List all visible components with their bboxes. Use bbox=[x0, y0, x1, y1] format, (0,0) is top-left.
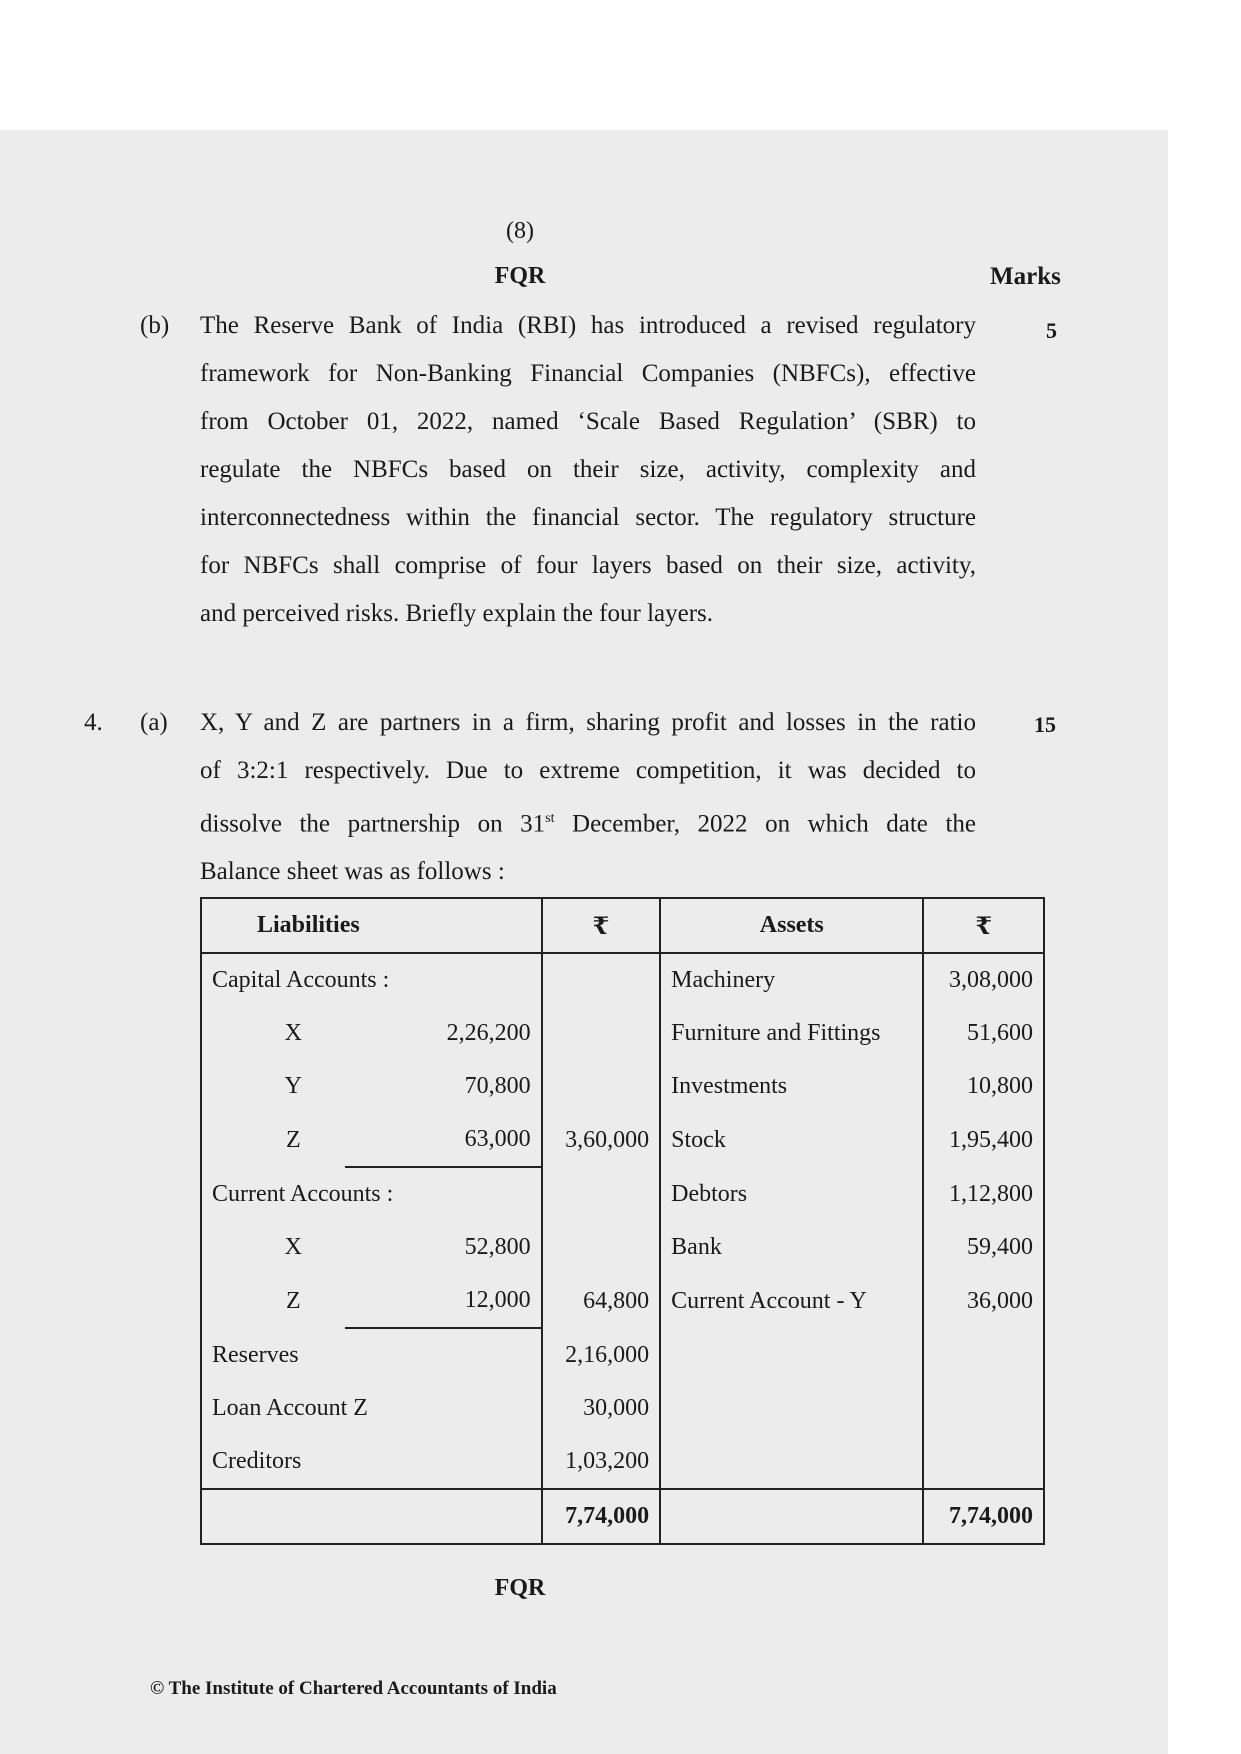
current-accounts-label: Current Accounts : bbox=[212, 1181, 394, 1207]
asset-name: Bank bbox=[660, 1221, 923, 1274]
asset-amount: 59,400 bbox=[923, 1221, 1044, 1274]
asset-amount: 36,000 bbox=[923, 1274, 1044, 1328]
asset-amount: 51,600 bbox=[923, 1007, 1044, 1060]
total-row bbox=[201, 1489, 1044, 1544]
question-4a-line: of 3:2:1 respectively. Due to extreme competition, it was decided to bbox=[200, 757, 976, 784]
current-total: 64,800 bbox=[542, 1274, 661, 1328]
table-row bbox=[201, 1382, 1044, 1435]
table-row bbox=[201, 1221, 1044, 1274]
question-b-label: (b) bbox=[140, 312, 170, 339]
total-liabilities: 7,74,000 bbox=[542, 1489, 661, 1544]
liability-amount: 30,000 bbox=[542, 1382, 661, 1435]
asset-name: Debtors bbox=[660, 1167, 923, 1221]
capital-amount: 2,26,200 bbox=[446, 1020, 531, 1046]
partner-name: Z bbox=[286, 1126, 301, 1153]
capital-amount: 63,000 bbox=[345, 1113, 542, 1167]
liabilities-heading: Liabilities bbox=[201, 898, 542, 953]
question-4a-marks: 15 bbox=[1034, 712, 1056, 737]
question-4a-line bbox=[200, 795, 976, 848]
question-b-line: interconnectedness within the financial sector. The regulatory structure bbox=[200, 504, 976, 531]
liability-name: Loan Account Z bbox=[212, 1395, 368, 1421]
question-b-marks: 5 bbox=[1046, 318, 1057, 343]
current-amount: 52,800 bbox=[464, 1234, 531, 1260]
current-amount: 12,000 bbox=[345, 1274, 542, 1328]
question-b-line: and perceived risks. Briefly explain the four layers. bbox=[200, 600, 714, 627]
partner-name: Z bbox=[286, 1287, 301, 1314]
copyright-notice: © The Institute of Chartered Accountants of India bbox=[150, 1678, 557, 1699]
table-header-row bbox=[201, 898, 1044, 953]
line-text: dissolve the partnership on 31 bbox=[200, 810, 546, 838]
asset-name: Machinery bbox=[660, 953, 923, 1007]
balance-sheet-table bbox=[200, 897, 1045, 1545]
asset-amount: 10,800 bbox=[923, 1060, 1044, 1113]
question-b-line: The Reserve Bank of India (RBI) has introduced a revised regulatory bbox=[200, 312, 976, 339]
table-row bbox=[201, 1007, 1044, 1060]
ordinal-suffix: st bbox=[545, 811, 555, 826]
liability-amount: 1,03,200 bbox=[542, 1435, 661, 1489]
asset-name: Furniture and Fittings bbox=[660, 1007, 923, 1060]
partner-name: Y bbox=[284, 1073, 302, 1099]
question-4-number: 4. bbox=[84, 709, 103, 736]
liability-name: Creditors bbox=[212, 1448, 302, 1474]
question-4a-label: (a) bbox=[140, 709, 168, 736]
asset-amount: 3,08,000 bbox=[923, 953, 1044, 1007]
liability-amount: 2,16,000 bbox=[542, 1328, 661, 1382]
question-4a-text bbox=[200, 699, 976, 896]
table-row bbox=[201, 953, 1044, 1007]
table-row bbox=[201, 1274, 1044, 1328]
asset-name: Investments bbox=[660, 1060, 923, 1113]
liability-name: Reserves bbox=[212, 1342, 299, 1368]
footer-paper-code: FQR bbox=[494, 1575, 546, 1601]
table-row bbox=[201, 1060, 1044, 1113]
total-assets: 7,74,000 bbox=[923, 1489, 1044, 1544]
question-b-line: regulate the NBFCs based on their size, activity, complexity and bbox=[200, 456, 976, 483]
table-row bbox=[201, 1113, 1044, 1167]
question-4a-line: X, Y and Z are partners in a firm, sharing profit and losses in the ratio bbox=[200, 709, 976, 736]
asset-amount: 1,12,800 bbox=[923, 1167, 1044, 1221]
marks-heading: Marks bbox=[990, 263, 1061, 290]
capital-accounts-label: Capital Accounts : bbox=[212, 967, 390, 993]
rupee-heading: ₹ bbox=[542, 898, 661, 953]
asset-name: Stock bbox=[660, 1113, 923, 1167]
rupee-heading: ₹ bbox=[923, 898, 1044, 953]
table-row bbox=[201, 1435, 1044, 1489]
asset-name: Current Account - Y bbox=[660, 1274, 923, 1328]
partner-name: X bbox=[284, 1234, 302, 1260]
partner-name: X bbox=[284, 1020, 302, 1046]
capital-total: 3,60,000 bbox=[542, 1113, 661, 1167]
capital-amount: 70,800 bbox=[464, 1073, 531, 1099]
question-4a-line: Balance sheet was as follows : bbox=[200, 858, 505, 886]
question-b-line: for NBFCs shall comprise of four layers based on their size, activity, bbox=[200, 552, 976, 579]
paper-code: FQR bbox=[494, 263, 546, 289]
question-b-line: from October 01, 2022, named ‘Scale Based Regulation’ (SBR) to bbox=[200, 408, 976, 435]
table-row bbox=[201, 1328, 1044, 1382]
table-row bbox=[201, 1167, 1044, 1221]
question-b-text bbox=[200, 302, 976, 638]
page-number: (8) bbox=[506, 218, 534, 244]
assets-heading: Assets bbox=[660, 898, 923, 953]
question-b-line: framework for Non-Banking Financial Companies (NBFCs), effective bbox=[200, 360, 976, 387]
asset-amount: 1,95,400 bbox=[923, 1113, 1044, 1167]
line-text: December, 2022 on which date the bbox=[554, 810, 976, 838]
